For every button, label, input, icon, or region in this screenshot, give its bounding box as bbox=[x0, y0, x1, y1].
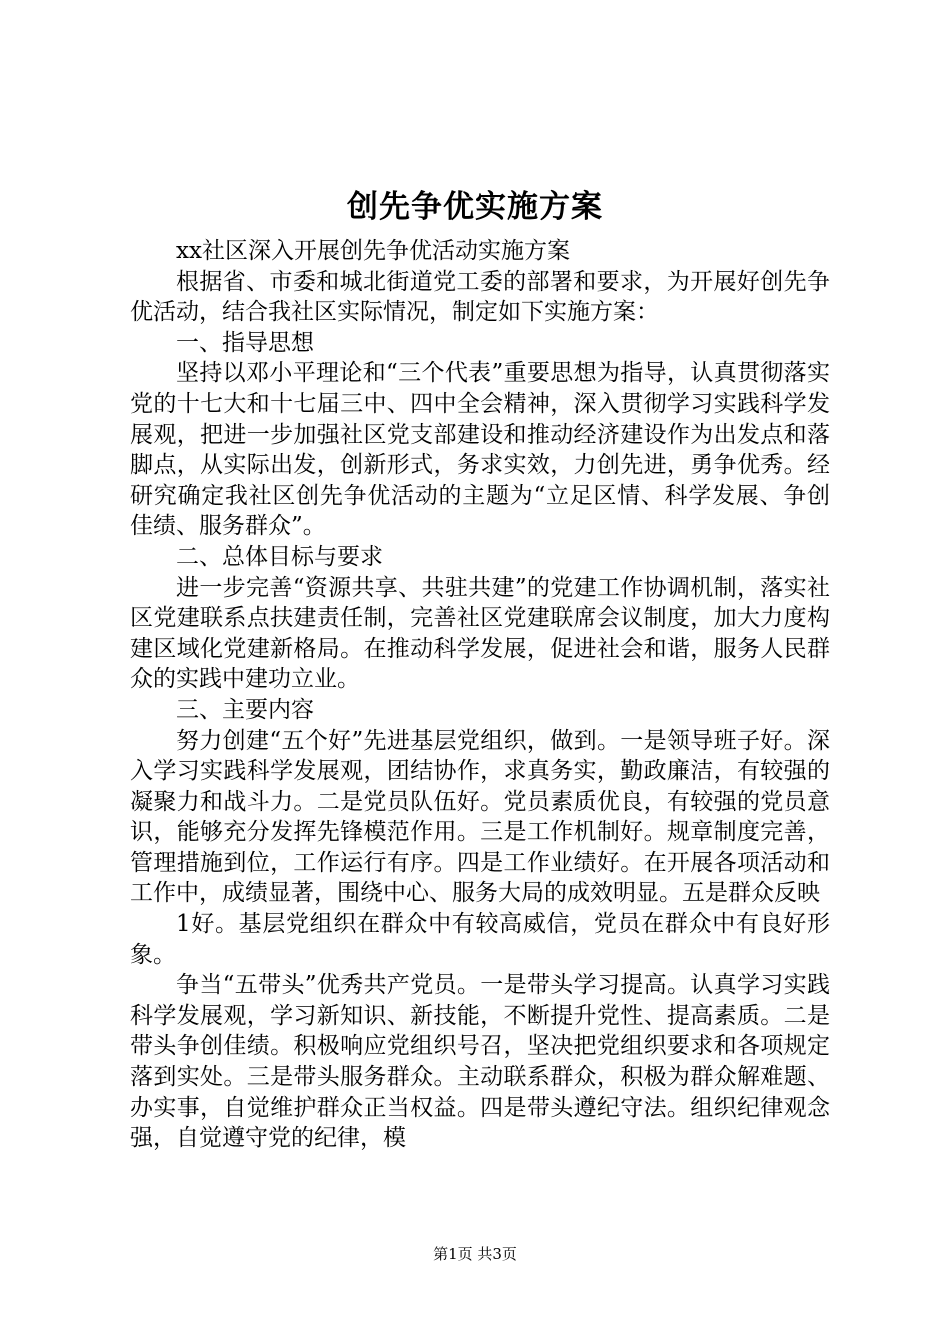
guiding-ideology-paragraph: 坚持以邓小平理论和“三个代表”重要思想为指导，认真贯彻落实党的十七大和十七届三中、四中全会精神，深入贯彻学习实践科学发展观，把进一步加强社区党支部建设和推动经济建设作为出发点和落脚点，从实际出发，创新形式，务求实效，力创先进，勇争优秀。经研究确定我社区创先争优活动的主题为“立足区情、科学发展、争创佳绩、服务群众”。 bbox=[130, 360, 830, 540]
subtitle-paragraph: xx社区深入开展创先争优活动实施方案 bbox=[176, 238, 570, 264]
continuation-paragraph: 1好。基层党组织在群众中有较高威信，党员在群众中有良好形象。 bbox=[130, 911, 830, 968]
document-title: 创先争优实施方案 bbox=[347, 189, 603, 225]
goals-paragraph: 进一步完善“资源共享、共驻共建”的党建工作协调机制，落实社区党建联系点扶建责任制，完善社区党建联席会议制度，加大力度构建区域化党建新格局。在推动科学发展，促进社会和谐，服务人民群众的实践中建功立业。 bbox=[130, 574, 830, 693]
section-heading-guiding-ideology: 一、指导思想 bbox=[176, 329, 314, 356]
intro-paragraph: 根据省、市委和城北街道党工委的部署和要求，为开展好创先争优活动，结合我社区实际情况，制定如下实施方案： bbox=[130, 268, 830, 326]
section-heading-main-content: 三、主要内容 bbox=[176, 696, 314, 723]
five-lead-paragraph: 争当“五带头”优秀共产党员。一是带头学习提高。认真学习实践科学发展观，学习新知识、新技能，不断提升党性、提高素质。二是带头争创佳绩。积极响应党组织号召，坚决把党组织要求和各项规定落到实处。三是带头服务群众。主动联系群众，积极为群众解难题、办实事，自觉维护群众正当权益。四是带头遵纪守法。组织纪律观念强，自觉遵守党的纪律，模 bbox=[130, 972, 830, 1152]
five-good-paragraph: 努力创建“五个好”先进基层党组织，做到。一是领导班子好。深入学习实践科学发展观，团结协作，求真务实，勤政廉洁，有较强的凝聚力和战斗力。二是党员队伍好。党员素质优良，有较强的党员意识，能够充分发挥先锋模范作用。三是工作机制好。规章制度完善，管理措施到位，工作运行有序。四是工作业绩好。在开展各项活动和工作中，成绩显著，围绕中心、服务大局的成效明显。五是群众反映 bbox=[130, 727, 830, 907]
page-footer: 第1页 共3页 bbox=[433, 1245, 517, 1263]
document-body bbox=[130, 236, 830, 1154]
section-heading-goals: 二、总体目标与要求 bbox=[176, 543, 383, 570]
